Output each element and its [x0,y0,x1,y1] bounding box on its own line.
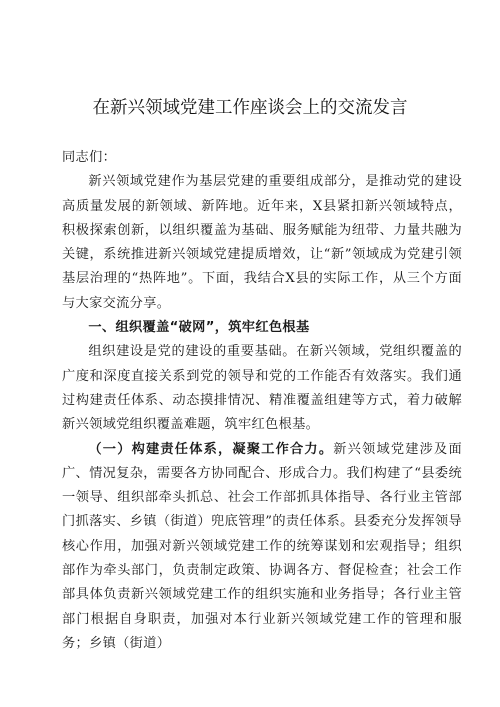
subsection-1-text: 新兴领域党建涉及面广、情况复杂，需要各方协同配合、形成合力。我们构建了“县委统一领导、组织部牵头抓总、社会工作部抓具体指导、各行业主管部门抓落实、乡镇（街道）兜底管理”的责任体系。县委充分发挥领导核心作用，加强对新兴领域党建工作的统筹谋划和宏观指导；组织部作为牵头部门，负责制定政策、协调各方、督促检查；社会工作部具体负责新兴领域党建工作的组织实施和业务指导；各行业主管部门根据自身职责，加强对本行业新兴领域党建工作的管理和服务；乡镇（街道） [62,441,462,651]
document-body [62,146,462,656]
subsection-1-title: （一）构建责任体系，凝聚工作合力。 [88,441,334,457]
salutation: 同志们： [62,150,117,165]
document-title: 在新兴领域党建工作座谈会上的交流发言 [92,98,408,118]
intro-paragraph: 新兴领域党建作为基层党建的重要组成部分，是推动党的建设高质量发展的新领域、新阵地。近年来，X县紧扣新兴领域特点，积极探索创新，以组织覆盖为基础、服务赋能为纽带、力量共融为关键，系统推进新兴领域党建提质增效，让“新”领域成为党建引领基层治理的“热阵地”。下面，我结合X县的实际工作，从三个方面与大家交流分享。 [62,174,462,311]
section-1-heading: 一、组织覆盖“破网”，筑牢红色根基 [88,320,310,336]
subsection-1-paragraph [62,438,462,657]
section-1-paragraph: 组织建设是党的建设的重要基础。在新兴领域，党组织覆盖的广度和深度直接关系到党的领导和党的工作能否有效落实。我们通过构建责任体系、动态摸排情况、精准覆盖组建等方式，着力破解新兴领域党组织覆盖难题，筑牢红色根基。 [62,344,462,433]
